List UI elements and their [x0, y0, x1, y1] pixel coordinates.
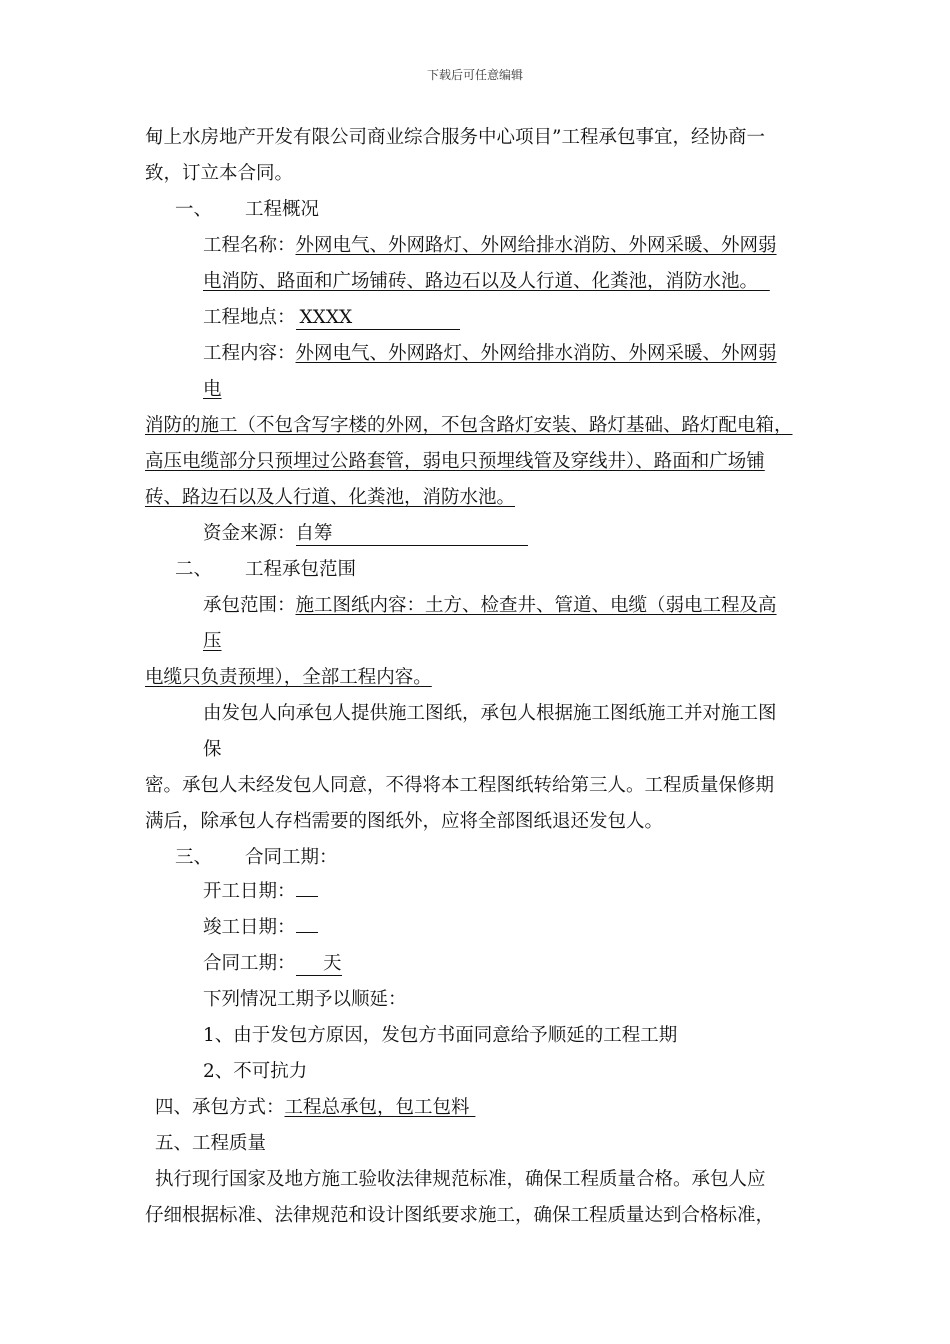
scope-row	[203, 594, 777, 618]
project-name-row	[203, 234, 777, 258]
scope-line-2: 压	[203, 631, 222, 652]
section-2-number: 二、	[175, 559, 213, 580]
delay-item-2: 2、不可抗力	[203, 1061, 308, 1082]
project-name-line-2	[203, 270, 770, 294]
project-location-label: 工程地点：	[203, 307, 296, 328]
section-1-number: 一、	[175, 199, 213, 220]
intro-line-1: 甸上水房地产开发有限公司商业综合服务中心项目”工程承包事宜，经协商一	[145, 127, 765, 148]
drawing-paragraph-line-2: 保	[203, 739, 222, 760]
drawing-paragraph-line-4: 满后，除承包人存档需要的图纸外，应将全部图纸退还发包人。	[145, 811, 664, 832]
contract-method-row	[155, 1096, 475, 1120]
scope-label: 承包范围：	[203, 595, 296, 616]
start-date-blank	[296, 896, 318, 897]
delay-intro: 下列情况工期予以顺延：	[203, 989, 407, 1010]
start-date-label: 开工日期：	[203, 881, 296, 902]
drawing-paragraph-line-3: 密。承包人未经发包人同意，不得将本工程图纸转给第三人。工程质量保修期	[145, 775, 775, 796]
section-1-title: 工程概况	[245, 199, 320, 220]
section-3-title: 合同工期：	[245, 847, 338, 868]
end-date-blank	[296, 932, 318, 933]
scope-line-3: 电缆只负责预埋），全部工程内容。	[145, 667, 432, 688]
quality-paragraph-line-2: 仔细根据标准、法律规范和设计图纸要求施工，确保工程质量达到合格标准，	[145, 1205, 775, 1226]
contract-period-row	[203, 952, 342, 976]
intro-line-2: 致，订立本合同。	[145, 163, 294, 184]
contract-method-label: 四、承包方式：	[155, 1097, 285, 1118]
end-date-row	[203, 916, 318, 940]
section-2-title: 工程承包范围	[245, 559, 357, 580]
project-location-row	[203, 306, 460, 330]
project-content-row	[203, 342, 777, 366]
project-content-line-3: 消防的施工（不包含写字楼的外网，不包含路灯安装、路灯基础、路灯配电箱，	[145, 415, 793, 436]
quality-paragraph-line-1: 执行现行国家及地方施工验收法律规范标准，确保工程质量合格。承包人应	[155, 1169, 766, 1190]
drawing-paragraph-line-1: 由发包人向承包人提供施工图纸，承包人根据施工图纸施工并对施工图	[203, 703, 777, 724]
project-location-value: XXXX	[296, 307, 460, 330]
scope-value: 施工图纸内容：土方、检查井、管道、电缆（弱电工程及高	[295, 595, 777, 616]
contract-period-value: 天	[296, 953, 342, 976]
end-date-label: 竣工日期：	[203, 917, 296, 938]
start-date-row	[203, 880, 318, 904]
project-name-value: 外网电气、外网路灯、外网给排水消防、外网采暖、外网弱	[295, 235, 777, 256]
project-content-line-2: 电	[203, 379, 222, 400]
section-3-number: 三、	[175, 847, 213, 868]
fund-source-row	[203, 522, 528, 546]
contract-period-label: 合同工期：	[203, 953, 296, 974]
project-content-line-5: 砖、路边石以及人行道、化粪池，消防水池。	[145, 487, 516, 508]
page-header: 下载后可任意编辑	[426, 68, 523, 82]
project-content-value: 外网电气、外网路灯、外网给排水消防、外网采暖、外网弱	[295, 343, 777, 364]
project-name-label: 工程名称：	[203, 235, 296, 256]
contract-method-value: 工程总承包，包工包料	[284, 1097, 470, 1118]
delay-item-1: 1、由于发包方原因，发包方书面同意给予顺延的工程工期	[203, 1025, 678, 1046]
fund-source-label: 资金来源：	[203, 523, 296, 544]
project-content-label: 工程内容：	[203, 343, 296, 364]
project-name-value-cont: 电消防、路面和广场铺砖、路边石以及人行道、化粪池，消防水池。	[203, 271, 759, 292]
project-content-line-4: 高压电缆部分只预埋过公路套管，弱电只预埋线管及穿线井）、路面和广场铺	[145, 451, 765, 472]
section-5-title: 五、工程质量	[155, 1133, 267, 1154]
fund-source-value: 自筹	[296, 523, 528, 546]
